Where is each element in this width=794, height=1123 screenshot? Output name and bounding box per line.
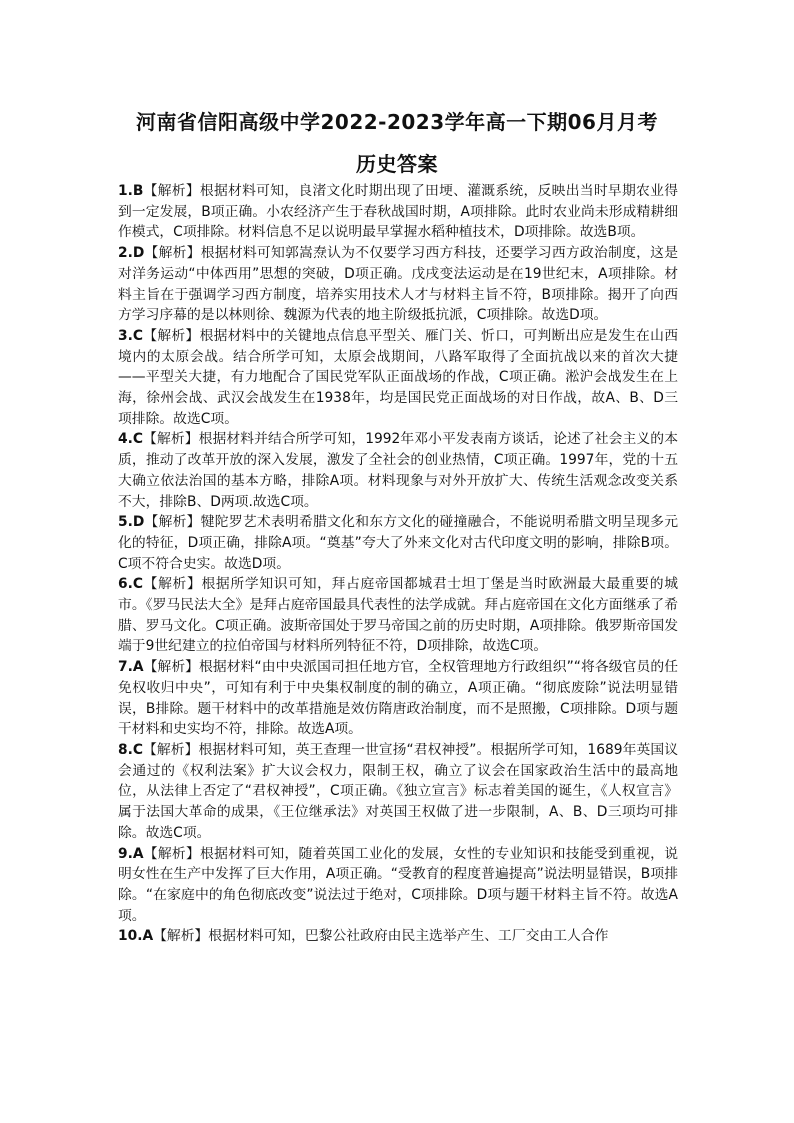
answer-explanation: 【解析】根据材料并结合所学可知，1992年邓小平发表南方谈话，论述了社会主义的本质，推动了改革开放的深入发展，激发了全社会的创业热情，C项正确。1997年，党的十五大确立依法治国的基本方略，排除A项。材料现象与对外开放扩大、传统生活观念改变关系不大，排除B、D两项.故选C项。 [118,431,678,510]
answer-explanation: 【解析】根据所学知识可知，拜占庭帝国都城君士坦丁堡是当时欧洲最大最重要的城市。《罗马民法大全》是拜占庭帝国最具代表性的法学成就。拜占庭帝国在文化方面继承了希腊、罗马文化。C项正确。波斯帝国处于罗马帝国之前的历史时期，A项排除。俄罗斯帝国发端于9世纪建立的拉伯帝国与材料所列特征不符，D项排除，故选C项。 [118,576,678,655]
document-subtitle: 历史答案 [356,152,438,176]
answer-item [118,512,678,574]
answer-item [118,326,678,430]
answer-item [118,926,678,947]
answer-explanation: 【解析】根据材料可知，随着英国工业化的发展，女性的专业知识和技能受到重视，说明女性在生产中发挥了巨大作用，A项正确。“受教育的程度普遍提高”说法明显错误，B项排除。“在家庭中的角色彻底改变”说法过于绝对，C项排除。D项与题干材料主旨不符。故选A项。 [118,845,678,924]
answer-number-label: 4.C [118,431,143,448]
answer-number-label: 2.D [118,245,145,262]
answer-number-label: 7.A [118,659,144,676]
document-title: 河南省信阳高级中学2022-2023学年高一下期06月月考 [136,110,658,134]
answer-number-label: 9.A [118,845,144,862]
answer-explanation: 【解析】根据材料“由中央派国司担任地方官，全权管理地方行政组织”“将各级官员的任免权收归中央”，可知有利于中央集权制度的制的确立，A项正确。“彻底废除”说法明显错误，B排除。题干材料中的改革措施是效仿隋唐政治制度，而不是照搬，C项排除。D项与题干材料和史实均不符，排除。故选A项。 [118,659,678,738]
answer-explanation: 【解析】根据材料可知郭嵩焘认为不仅要学习西方科技，还要学习西方政治制度，这是对洋务运动“中体西用”思想的突破，D项正确。戊戌变法运动是在19世纪末，A项排除。材料主旨在于强调学习西方制度，培养实用技术人才与材料主旨不符，B项排除。揭开了向西方学习序幕的是以林则徐、魏源为代表的地主阶级抵抗派，C项排除。故选D项。 [118,245,678,324]
answer-explanation: 【解析】根据材料可知，英王查理一世宣扬“君权神授”。根据所学可知，1689年英国议会通过的《权利法案》扩大议会权力，限制王权，确立了议会在国家政治生活中的最高地位，从法律上否定了“君权神授”，C项正确。《独立宣言》标志着美国的诞生，《人权宣言》属于法国大革命的成果，《王位继承法》对英国王权做了进一步限制，A、B、D三项均可排除。故选C项。 [118,741,678,841]
answer-number-label: 6.C [118,576,143,593]
answer-item [118,574,678,657]
answer-item [118,181,678,243]
answer-item [118,657,678,740]
answer-item [118,429,678,512]
answer-number-label: 10.A [118,928,154,945]
answer-explanation: 【解析】根据材料中的关键地点信息平型关、雁门关、忻口，可判断出应是发生在山西境内的太原会战。结合所学可知，太原会战期间，八路军取得了全面抗战以来的首次大捷——平型关大捷，有力地配合了国民党军队正面战场的作战，C项正确。淞沪会战发生在上海，徐州会战、武汉会战发生在1938年，均是国民党正面战场的对日作战，故A、B、D三项排除。故选C项。 [118,327,678,427]
answer-explanation: 【解析】根据材料可知，巴黎公社政府由民主选举产生、工厂交由工人合作 [153,928,609,945]
answer-explanation: 【解析】根据材料可知，良渚文化时期出现了田埂、灌溉系统，反映出当时早期农业得到一定发展，B项正确。小农经济产生于春秋战国时期，A项排除。此时农业尚未形成精耕细作模式，C项排除。材料信息不足以说明最早掌握水稻种植技术，D项排除。故选B项。 [118,183,678,241]
answer-item [118,740,678,844]
answer-list [118,181,678,947]
answer-item [118,844,678,927]
answer-number-label: 1.B [118,183,144,199]
answer-item [118,243,678,326]
answer-number-label: 3.C [118,327,143,344]
answer-explanation: 【解析】犍陀罗艺术表明希腊文化和东方文化的碰撞融合，不能说明希腊文明呈现多元化的特征，D项正确，排除A项。“奠基”夸大了外来文化对古代印度文明的影响，排除B项。C项不符合史实。故选D项。 [118,514,678,572]
answer-number-label: 8.C [118,741,143,758]
answer-number-label: 5.D [118,514,145,531]
